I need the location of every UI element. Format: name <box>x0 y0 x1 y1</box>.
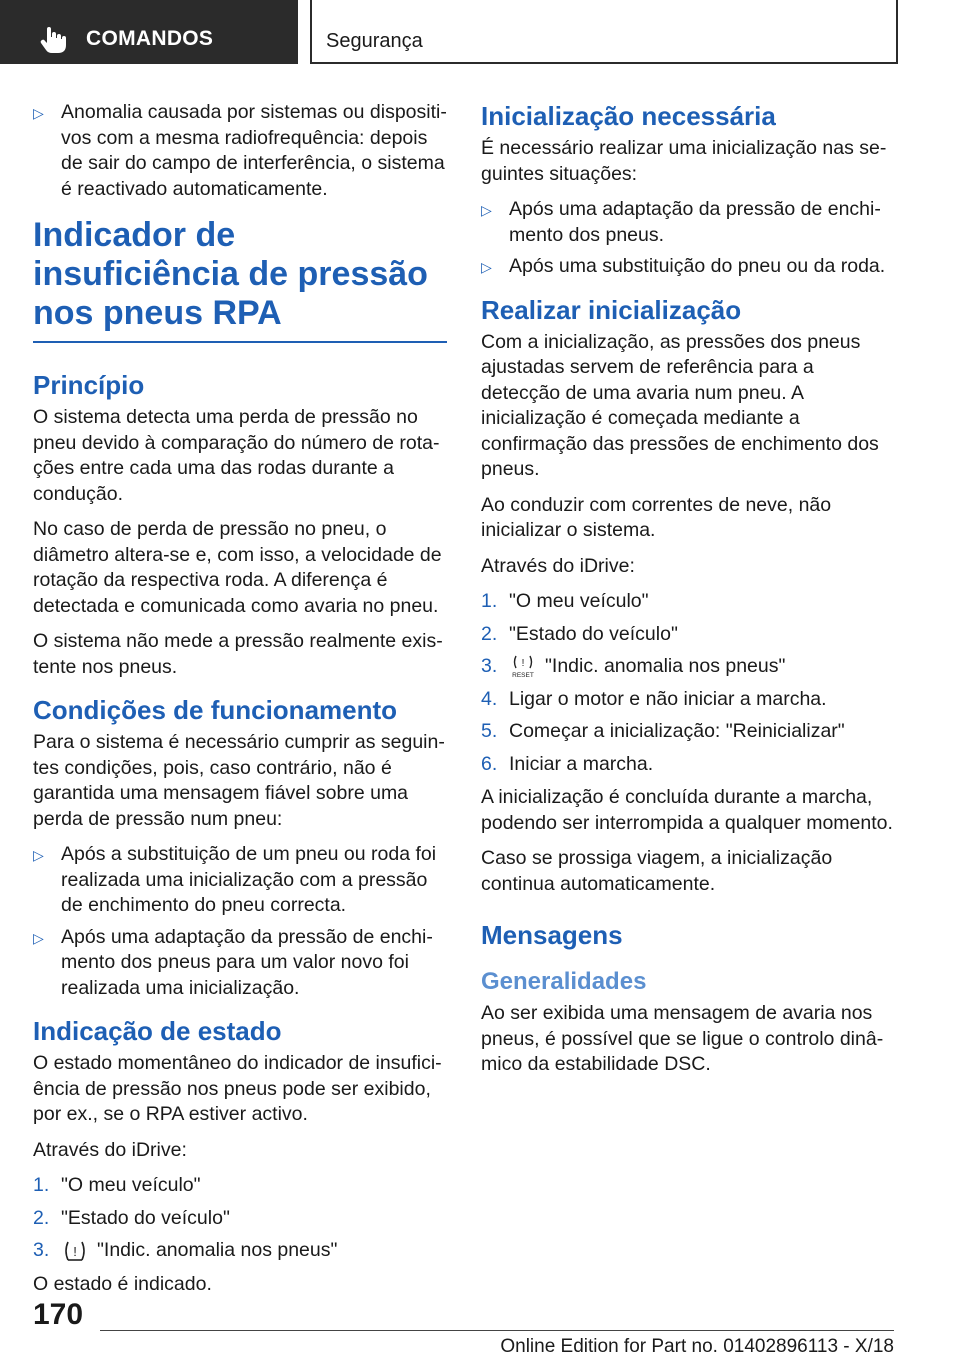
list-item: 5. Começar a inicialização: "Reinicializar" <box>481 720 845 742</box>
list-item: 3. ! "Indic. anomalia nos pneus" <box>33 1239 338 1261</box>
mensagens-heading: Mensagens <box>481 920 623 950</box>
chapter-tab <box>0 0 298 64</box>
footer-divider <box>100 1330 894 1331</box>
principio-paragraph: O sistema detecta uma perda de pressão no pneu devido à comparação do número de rotações entre cada uma das rodas durante a condução. <box>33 406 440 505</box>
list-item: ▷ Após uma adaptação da pressão de enchimento dos pneus. <box>481 198 881 246</box>
list-item: 1. "O meu veículo" <box>481 590 649 612</box>
realizar-paragraph: Caso se prossiga viagem, a inicialização continua automaticamente. <box>481 847 833 895</box>
main-title: Indicador de insuficiência de pressão nos pneus RPA <box>33 216 428 332</box>
estado-steps <box>33 1173 447 1264</box>
section-title: Segurança <box>326 30 423 52</box>
title-divider <box>33 341 447 343</box>
list-item: ▷ Após uma substituição do pneu ou da roda. <box>481 254 895 280</box>
principio-paragraph: No caso de perda de pressão no pneu, o diâmetro altera-se e, com isso, a velocidade de rotação da respectiva roda. A diferença é detectada e comunicada como avaria no pneu. <box>33 518 442 617</box>
condicoes-heading: Condições de funcionamento <box>33 695 398 725</box>
inicializacao-bullet-list <box>481 197 895 280</box>
svg-text:!: ! <box>521 657 525 669</box>
list-item: 1. "O meu veículo" <box>33 1174 201 1196</box>
intro-bullet-list <box>33 100 447 202</box>
inicializacao-heading: Inicialização necessária <box>481 101 776 131</box>
page-number: 170 <box>33 1298 84 1331</box>
condicoes-bullet-list <box>33 842 447 1001</box>
tire-reset-icon <box>511 655 535 679</box>
svg-text:!: ! <box>73 1243 77 1259</box>
triangle-bullet-icon: ▷ <box>33 105 44 121</box>
triangle-bullet-icon: ▷ <box>33 847 44 863</box>
tire-warning-icon <box>63 1240 87 1262</box>
section-header <box>310 0 898 64</box>
list-item: ▷ Após uma adaptação da pressão de enchimento dos pneus para um valor novo foi realizada uma inicialização. <box>33 925 433 999</box>
list-item: 6. Iniciar a marcha. <box>481 752 654 775</box>
list-item: ▷ Após a substituição de um pneu ou roda foi realizada uma inicialização com a pressão de enchimento do pneu correcta. <box>33 843 437 916</box>
list-item: ▷ Anomalia causada por sistemas ou dispositivos com a mesma radiofrequência: depois de sair do campo de interferência, o sistema é reactivado automaticamente. <box>33 101 447 200</box>
list-item: 4. Ligar o motor e não iniciar a marcha. <box>481 687 827 710</box>
principio-paragraph: O sistema não mede a pressão realmente existente nos pneus. <box>33 630 443 678</box>
realizar-paragraph: Ao conduzir com correntes de neve, não inicializar o sistema. <box>481 493 832 541</box>
list-item: 3. ! RESET "Indic. anomalia nos pneus" <box>481 655 786 679</box>
triangle-bullet-icon: ▷ <box>33 929 44 946</box>
mensagens-paragraph: Ao ser exibida uma mensagem de avaria nos pneus, é possível que se ligue o controlo dinâmico da estabilidade DSC. <box>481 1002 884 1075</box>
edition-footer: Online Edition for Part no. 01402896113 - X/18 <box>500 1336 894 1357</box>
svg-text:RESET: RESET <box>512 671 534 679</box>
estado-paragraph: O estado momentâneo do indicador de insuficiência de pressão nos pneus pode ser exibido, por ex., se o RPA estiver activo. <box>33 1052 442 1125</box>
left-column <box>33 100 447 1307</box>
realizar-paragraph: Com a inicialização, as pressões dos pneus ajustadas servem de referência para a detecção de uma avaria num pneu. A inicialização é começada mediante a confirmação das pressões de enchimento dos pneus. <box>481 330 879 480</box>
realizar-paragraph: A inicialização é concluída durante a marcha, podendo ser interrompida a qualquer momento. <box>481 786 893 834</box>
realizar-heading: Realizar inicialização <box>481 294 742 325</box>
estado-paragraph: O estado é indicado. <box>33 1272 212 1295</box>
right-column <box>481 100 895 1088</box>
principio-heading: Princípio <box>33 370 145 400</box>
triangle-bullet-icon: ▷ <box>481 259 492 275</box>
list-item: 2. "Estado do veículo" <box>481 622 678 645</box>
condicoes-paragraph: Para o sistema é necessário cumprir as seguintes condições, pois, caso contrário, não é garantida uma mensagem fiável sobre uma perda de pressão num pneu: <box>33 731 445 830</box>
generalidades-heading: Generalidades <box>481 968 647 995</box>
estado-paragraph: Através do iDrive: <box>33 1138 187 1161</box>
hand-pointer-icon <box>38 25 68 55</box>
chapter-label: COMANDOS <box>86 27 214 50</box>
list-item: 2. "Estado do veículo" <box>33 1206 230 1229</box>
inicializacao-paragraph: É necessário realizar uma inicialização nas seguintes situações: <box>481 137 887 185</box>
estado-heading: Indicação de estado <box>33 1016 282 1046</box>
realizar-paragraph: Através do iDrive: <box>481 554 635 577</box>
realizar-steps <box>481 589 895 777</box>
triangle-bullet-icon: ▷ <box>481 202 492 218</box>
